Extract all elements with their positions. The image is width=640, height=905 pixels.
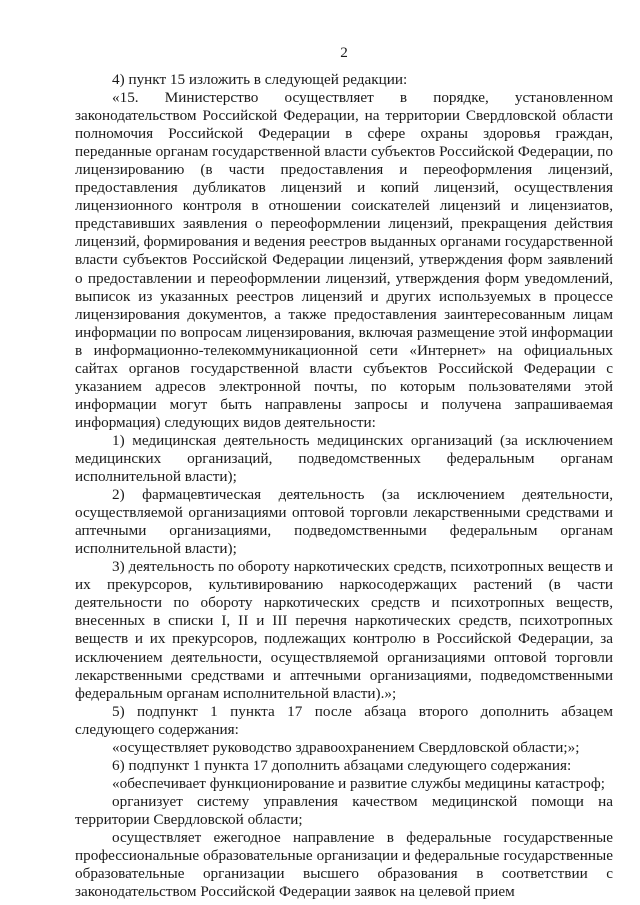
paragraph-healthcare-management: «осуществляет руководство здравоохранением Свердловской области;»; bbox=[112, 738, 580, 756]
paragraph-item-5: 5) подпункт 1 пункта 17 после абзаца второго дополнить абзацем следующего содержания: bbox=[75, 702, 613, 738]
paragraph-quality-management: организует систему управления качеством медицинской помощи на территории Свердловской области; bbox=[75, 792, 613, 828]
paragraph-disaster-medicine: «обеспечивает функционирование и развитие службы медицины катастроф; bbox=[112, 774, 605, 792]
paragraph-medical-activity: 1) медицинская деятельность медицинских организаций (за исключением медицинских организаций, подведомственных федеральным органам исполнительной власти); bbox=[75, 431, 613, 486]
paragraph-item-4: 4) пункт 15 изложить в следующей редакции: bbox=[112, 71, 408, 88]
paragraph-narcotics-activity: 3) деятельность по обороту наркотических средств, психотропных веществ и их прекурсоров, культивированию наркосодержащих растений (в части деятельности по обороту наркотических средств и психотропных веществ, внесенных в списки I, II и III перечня наркотических средств, психотропных веществ и их прекурсоров, подлежащих контролю в Российской Федерации, за исключением деятельности, осуществляемой организациями оптовой торговли лекарственными средствами и аптечными организациями, подведомственными федеральным органам исполнительной власти).»; bbox=[75, 558, 613, 702]
paragraph-target-admission: осуществляет ежегодное направление в федеральные государственные профессиональные образовательные организации и федеральные государственные образовательные организации высшего образования в соответствии с законодательством Российской Федерации заявок на целевой прием bbox=[75, 828, 613, 901]
paragraph-pharmaceutical-activity: 2) фармацевтическая деятельность (за исключением деятельности, осуществляемой организациями оптовой торговли лекарственными средствами и аптечными организациями, подведомственными федеральным органам исполнительной власти); bbox=[75, 486, 613, 558]
paragraph-item-6: 6) подпункт 1 пункта 17 дополнить абзацами следующего содержания: bbox=[112, 756, 572, 774]
paragraph-licensing-powers: «15. Министерство осуществляет в порядке, установленном законодательством Российской Федерации, на территории Свердловской области полномочия Российской Федерации в сфере охраны здоровья граждан, переданные органам государственной власти субъектов Российской Федерации, по лицензированию (в части предоставления и переоформления лицензий, предоставления дубликатов лицензий и копий лицензий, осуществления лицензионного контроля в отношении соискателей лицензий и лицензиатов, представивших заявления о переоформлении лицензий, прекращения действия лицензий, формирования и ведения реестров выданных органами государственной власти субъектов Российской Федерации лицензий, утверждения форм заявлений о предоставлении и переоформлении лицензий, утверждения форм уведомлений, выписок из указанных реестров лицензий и других используемых в процессе лицензирования документов, а также предоставления заинтересованным лицам информации по вопросам лицензирования, включая размещение этой информации в информационно-телекоммуникационной сети «Интернет» на официальных сайтах органов государственной власти субъектов Российской Федерации с указанием адресов электронной почты, по которым пользователями этой информации могут быть направлены запросы и получена запрашиваемая информация) следующих видов деятельности: bbox=[75, 89, 613, 431]
page-number: 2 bbox=[340, 44, 348, 61]
